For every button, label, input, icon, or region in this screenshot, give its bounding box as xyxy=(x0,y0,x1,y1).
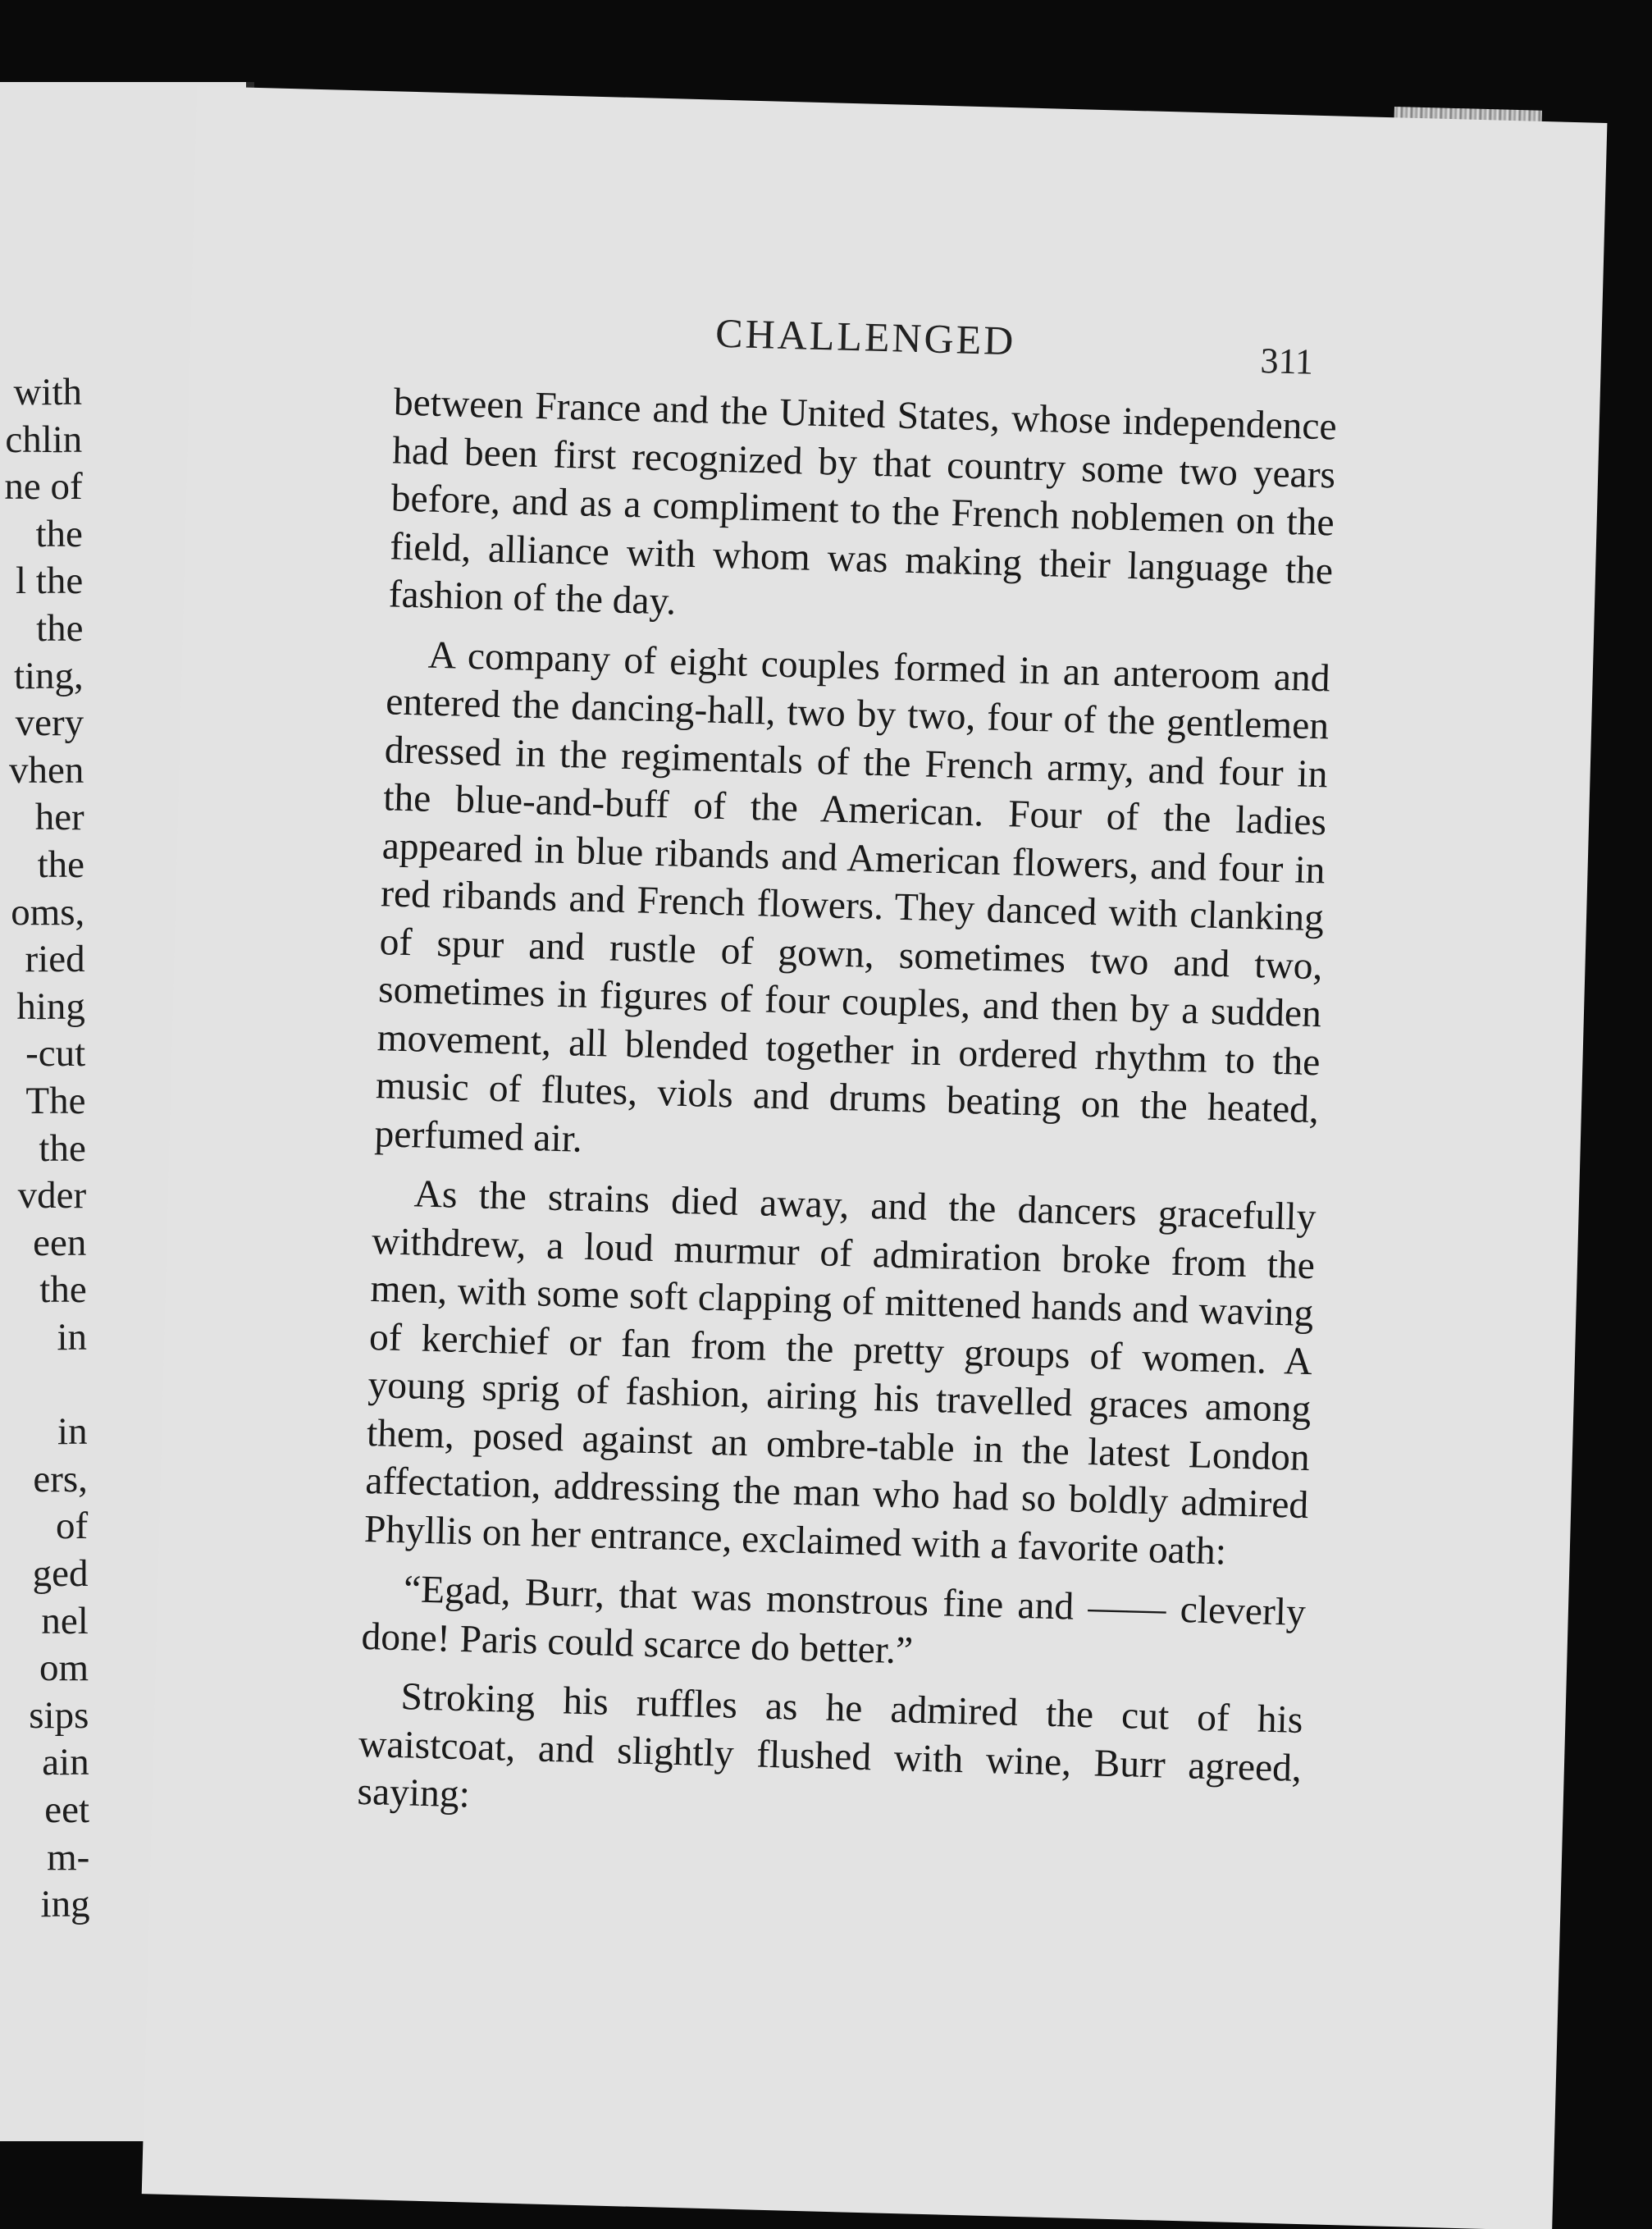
paragraph: As the strains died away, and the dancers gracefully withdrew, a loud murmur of admiration broke from the men, with some soft clapping of mittened hands and waving of kerchief or fan from the pretty groups of women. A young sprig of fashion, airing his travelled graces among them, posed against an ombre-table in the latest London affectation, addressing the man who had so boldly admired Phyllis on her entrance, exclaimed with a favorite oath: xyxy=(363,1172,1317,1573)
left-page-line xyxy=(0,1596,89,1646)
left-page-line-text: the xyxy=(35,512,83,555)
left-page-line xyxy=(0,1501,88,1551)
left-page-line-text: oms, xyxy=(11,890,85,934)
left-page-line-text: ting, xyxy=(13,654,84,697)
left-page-line xyxy=(0,934,85,984)
left-page-line xyxy=(0,1076,86,1126)
left-page-line-text: ing xyxy=(40,1883,90,1926)
left-page-line-text: vhen xyxy=(9,748,84,792)
left-page-line-text: m- xyxy=(47,1835,90,1879)
body-text xyxy=(357,378,1338,1852)
left-page-line xyxy=(0,1880,90,1929)
left-page-line xyxy=(0,1549,89,1598)
left-page-line xyxy=(0,1029,85,1078)
left-page-line xyxy=(0,888,84,937)
left-page-line-text: ers, xyxy=(33,1457,88,1500)
left-page-line xyxy=(0,1360,87,1409)
left-page-line xyxy=(0,1124,86,1173)
left-page-line-text: her xyxy=(34,796,84,839)
paragraph: A company of eight couples formed in an anteroom and entered the dancing-hall, two by two, four of the gentlemen dressed in the regimentals of the French army, and four in the blue-and-buff of the American. Four of the ladies appeared in blue ribands and American flowers, and four in red ribands and French flowers. They danced with clanking of spur and rustle of gown, sometimes two and two, sometimes in figures of four couples, and then by a sudden movement, all blended together in ordered rhythm to the music of flutes, viols and drums beating on the heated, perfumed air. xyxy=(373,633,1331,1161)
left-page-line xyxy=(0,1455,88,1504)
left-page-line-text: with xyxy=(13,371,82,413)
left-page-line xyxy=(0,1833,89,1882)
book-page xyxy=(142,86,1608,2229)
running-head: CHALLENGED xyxy=(714,309,1017,364)
left-page-line-text: ried xyxy=(25,938,85,981)
left-page-line xyxy=(0,462,83,511)
left-page-line xyxy=(0,651,84,701)
left-page-line-text: very xyxy=(15,701,84,745)
left-page-line-text: in xyxy=(57,1316,87,1359)
paragraph: “Egad, Burr, that was monstrous fine and —— cleverly done! Paris could scarce do better.” xyxy=(360,1568,1307,1672)
left-page-line-text: the xyxy=(36,607,84,650)
left-page-line-text: the xyxy=(37,843,84,886)
left-page-line-text: the xyxy=(39,1126,86,1170)
left-page-line-text: hing xyxy=(16,984,85,1028)
left-page-line xyxy=(0,840,84,889)
left-page-line-text: sips xyxy=(29,1693,89,1737)
left-page-line-text: om xyxy=(39,1647,89,1690)
left-page-line-text: ged xyxy=(32,1552,89,1595)
left-page-line-text: of xyxy=(56,1505,89,1548)
left-page-line xyxy=(0,509,83,559)
left-page-line xyxy=(0,415,82,464)
left-page-line xyxy=(0,1265,87,1314)
left-page-line xyxy=(0,1407,88,1456)
left-page-line-text: -cut xyxy=(25,1032,86,1076)
left-page-line-text: chlin xyxy=(5,418,83,461)
left-page-line xyxy=(0,746,84,795)
left-page-line-text: ne of xyxy=(4,465,83,509)
left-page-line xyxy=(0,556,83,605)
left-page-line xyxy=(0,1171,86,1220)
left-page-line-text: een xyxy=(33,1221,87,1264)
left-page-line-text: the xyxy=(39,1268,87,1312)
left-page-line xyxy=(0,1785,89,1834)
left-page-line xyxy=(0,368,82,417)
left-page-line xyxy=(0,604,84,653)
left-page-line-text: l the xyxy=(15,560,84,603)
left-page-line xyxy=(0,1313,87,1362)
left-page-line-text: vder xyxy=(17,1174,87,1217)
left-page-line xyxy=(0,1218,86,1268)
left-page-line xyxy=(0,1738,89,1787)
left-page-line xyxy=(0,1691,89,1740)
left-page-line-text: ain xyxy=(42,1741,89,1784)
paragraph: between France and the United States, whose independence had been first recognized by that country some two years before, and as a compliment to the French noblemen on the field, alliance with whom was making their language the fashion of the day. xyxy=(388,381,1338,623)
paragraph: Stroking his ruffles as he admired the cut of his waistcoat, and slightly flushed with wine, Burr agreed, saying: xyxy=(356,1675,1303,1816)
left-page-line-text: eet xyxy=(44,1788,89,1831)
left-page-line-text: The xyxy=(25,1080,86,1122)
left-page-line xyxy=(0,982,85,1031)
left-page-line xyxy=(0,1643,89,1692)
left-page-line xyxy=(0,698,84,747)
left-page-line xyxy=(0,792,84,842)
left-page-line-text: in xyxy=(57,1410,88,1454)
left-page-line-text: nel xyxy=(41,1599,89,1642)
page-number: 311 xyxy=(1260,340,1314,382)
